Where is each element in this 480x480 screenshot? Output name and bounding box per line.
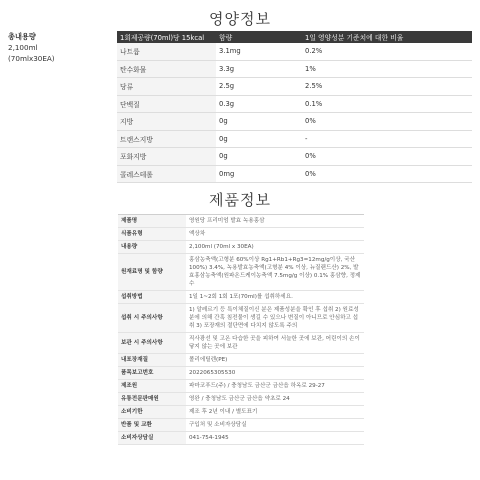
product-info-row	[118, 432, 364, 445]
product-info-title: 제품정보	[209, 191, 271, 209]
info-label: 소비기한	[118, 406, 186, 419]
nutrient-amount: 3.1mg	[216, 43, 302, 60]
info-value: 직사광선 및 고온 다습한 곳을 피하여 서늘한 곳에 보관, 어린이의 손이 닿지 않는 곳에 보관	[186, 333, 364, 354]
nutrient-amount: 0mg	[216, 165, 302, 183]
product-info-row	[118, 419, 364, 432]
nutrient-amount: 0g	[216, 113, 302, 131]
total-content-label: 총내용량	[8, 32, 36, 41]
product-info-row	[118, 367, 364, 380]
info-label: 제품명	[118, 215, 186, 228]
product-info-row	[118, 254, 364, 291]
info-label: 원재료명 및 함량	[118, 254, 186, 291]
nutrition-row	[117, 78, 472, 96]
info-value: 영완 / 충청남도 금산군 금산읍 약초로 24	[186, 393, 364, 406]
info-value: 액상차	[186, 228, 364, 241]
nutrient-amount: 0.3g	[216, 95, 302, 113]
nutrition-row	[117, 130, 472, 148]
nutrition-title: 영양정보	[209, 10, 271, 28]
info-value: 파마코푸드(주) / 충청남도 금산군 금산읍 하옥로 29-27	[186, 380, 364, 393]
total-content-detail: (70mlx30EA)	[8, 54, 55, 63]
nutrition-row	[117, 43, 472, 60]
info-value: 041-754-1945	[186, 432, 364, 445]
product-info-row	[118, 291, 364, 304]
nutrient-amount: 3.3g	[216, 60, 302, 78]
info-value: 1) 알레르기 등 특이체질이신 분은 제품성분을 확인 후 섭취 2) 원료성분에 의해 간혹 침전물이 생길 수 있으나 변질이 아니므로 안심하고 섭취 3) 포장재의 절단면에 다치지 않도록 주의	[186, 304, 364, 333]
info-value: 2022065305530	[186, 367, 364, 380]
nutrient-name: 당류	[117, 78, 216, 96]
info-label: 섭취방법	[118, 291, 186, 304]
info-label: 섭취 시 주의사항	[118, 304, 186, 333]
info-label: 내포장재질	[118, 354, 186, 367]
info-value: 영원당 프리미엄 발효 녹용홍삼	[186, 215, 364, 228]
amount-header: 함량	[216, 31, 302, 43]
product-info-row	[118, 393, 364, 406]
info-label: 식품유형	[118, 228, 186, 241]
nutrient-amount: 0g	[216, 148, 302, 166]
info-label: 반품 및 교환	[118, 419, 186, 432]
nutrient-ratio: 0%	[302, 148, 472, 166]
nutrient-ratio: -	[302, 130, 472, 148]
nutrient-ratio: 1%	[302, 60, 472, 78]
nutrient-name: 트랜스지방	[117, 130, 216, 148]
info-label: 유통전문판매원	[118, 393, 186, 406]
info-value: 폴리에틸렌(PE)	[186, 354, 364, 367]
nutrient-ratio: 2.5%	[302, 78, 472, 96]
nutrition-row	[117, 60, 472, 78]
nutrient-name: 탄수화물	[117, 60, 216, 78]
total-content-box	[8, 31, 108, 64]
nutrition-row	[117, 113, 472, 131]
info-value: 제조 후 2년 이내 / 별도표기	[186, 406, 364, 419]
info-label: 보관 시 주의사항	[118, 333, 186, 354]
product-info-row	[118, 304, 364, 333]
nutrition-header-row	[117, 31, 472, 43]
nutrient-name: 포화지방	[117, 148, 216, 166]
nutrient-name: 나트륨	[117, 43, 216, 60]
product-info-row	[118, 354, 364, 367]
nutrient-ratio: 0%	[302, 113, 472, 131]
info-label: 내용량	[118, 241, 186, 254]
nutrient-amount: 0g	[216, 130, 302, 148]
product-info-row	[118, 241, 364, 254]
nutrient-name: 지방	[117, 113, 216, 131]
product-info-table	[118, 214, 364, 445]
info-value: 1일 1~2회 1회 1포(70ml)를 섭취하세요.	[186, 291, 364, 304]
info-value: 구입처 및 소비자상담실	[186, 419, 364, 432]
nutrition-row	[117, 95, 472, 113]
info-value: 2,100ml (70ml x 30EA)	[186, 241, 364, 254]
nutrient-name: 단백질	[117, 95, 216, 113]
nutrient-amount: 2.5g	[216, 78, 302, 96]
product-info-row	[118, 215, 364, 228]
info-label: 품목보고번호	[118, 367, 186, 380]
product-info-row	[118, 333, 364, 354]
product-info-row	[118, 380, 364, 393]
serving-header: 1회제공량(70ml)당 15kcal	[117, 31, 216, 43]
product-info-row	[118, 406, 364, 419]
nutrient-ratio: 0.1%	[302, 95, 472, 113]
total-content-amount: 2,100ml	[8, 43, 38, 52]
ratio-header: 1일 영양성분 기준치에 대한 비율	[302, 31, 472, 43]
info-value: 홍삼농축액(고형분 60%이상 Rg1+Rb1+Rg3=12mg/g이상, 국산 100%) 3.4%, 녹용발효농축액(고형분 4% 이상, 뉴질랜드산) 2%, 발효홍삼농축액(원파온드케이농축액 7.5mg/g 이상) 0.1% 홍삼향, 정제수	[186, 254, 364, 291]
product-info-row	[118, 228, 364, 241]
nutrition-row	[117, 165, 472, 183]
info-label: 제조원	[118, 380, 186, 393]
nutrient-name: 콜레스테롤	[117, 165, 216, 183]
nutrient-ratio: 0.2%	[302, 43, 472, 60]
nutrient-ratio: 0%	[302, 165, 472, 183]
info-label: 소비자상담실	[118, 432, 186, 445]
nutrition-row	[117, 148, 472, 166]
nutrition-table	[117, 31, 472, 183]
